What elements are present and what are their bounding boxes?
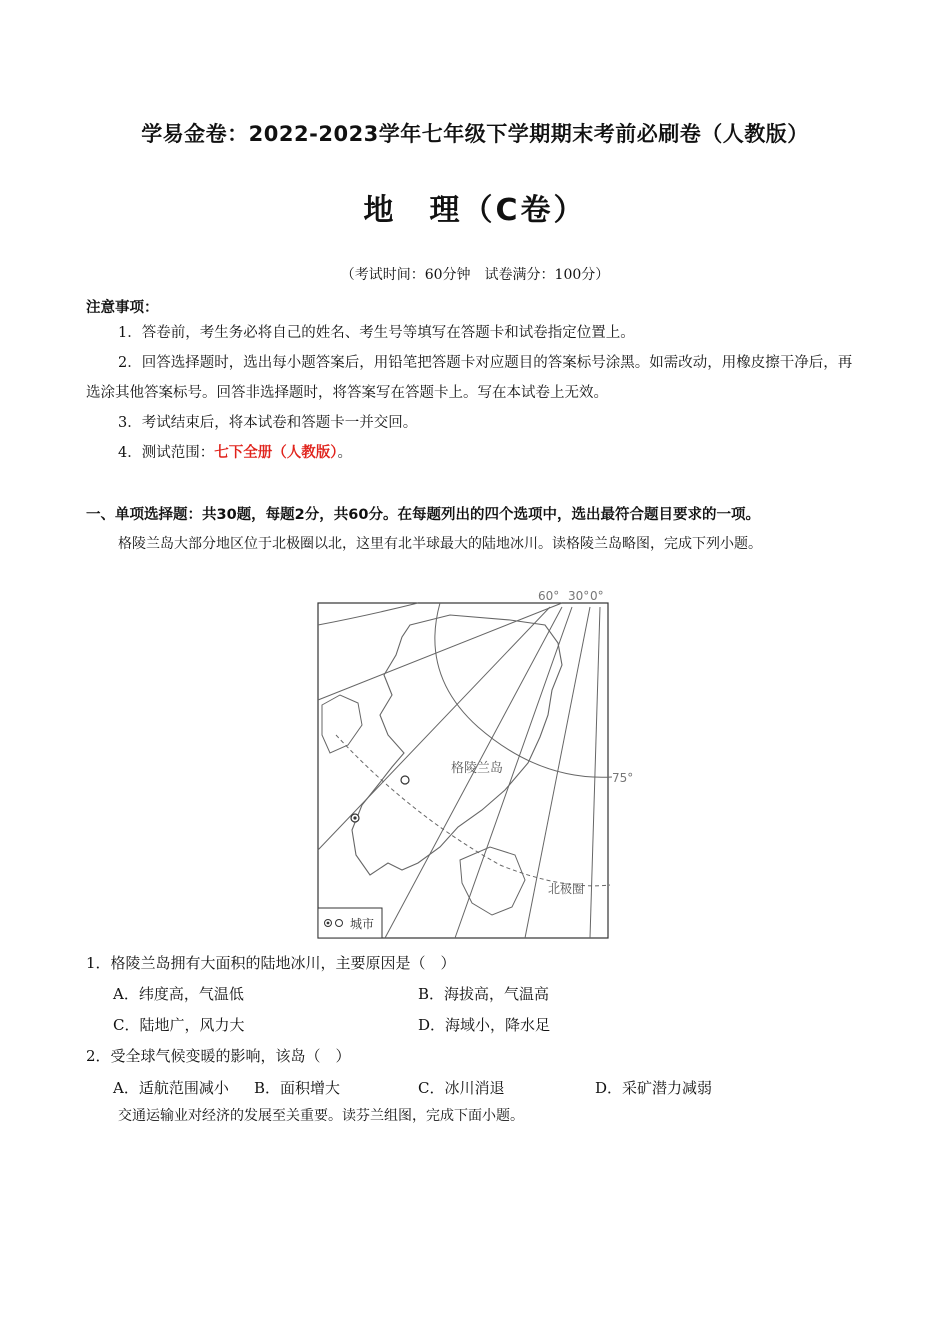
next-intro: 交通运输业对经济的发展至关重要。读芬兰组图，完成下面小题。 <box>118 1108 524 1124</box>
exam-info: （考试时间：60分钟 试卷满分：100分） <box>340 267 610 283</box>
lon-label-0: 0° <box>590 589 604 603</box>
subject-title: 地 理（C卷） <box>363 193 587 228</box>
greenland-label: 格陵兰岛 <box>451 761 504 776</box>
ellesmere-coastline <box>322 695 362 753</box>
lon-label-60: 60° <box>538 589 560 603</box>
q1-option-d: D．海域小，降水足 <box>418 1016 551 1034</box>
paper-title: 学易金卷：2022-2023学年七年级下学期期末考前必刷卷（人教版） <box>141 122 809 146</box>
q1-option-a: A．纬度高，气温低 <box>113 985 244 1003</box>
notes-title: 注意事项： <box>86 300 159 316</box>
greenland-map <box>300 585 640 945</box>
city-marker <box>401 776 409 784</box>
lon-label-30: 30° <box>568 589 590 603</box>
capital-marker-dot <box>353 816 356 819</box>
lat-label-75: 75° <box>612 771 634 785</box>
legend-label: 城市 <box>350 917 375 931</box>
question-1-stem: 1．格陵兰岛拥有大面积的陆地冰川，主要原因是（ ） <box>86 954 456 972</box>
note-item-2: 2．回答选择题时，选出每小题答案后，用铅笔把答题卡对应题目的答案标号涂黑。如需改动，用橡皮擦干净后，再选涂其他答案标号。回答非选择题时，将答案写在答题卡上。写在本试卷上无效。 <box>86 355 853 401</box>
note-item-3: 3．考试结束后，将本试卷和答题卡一并交回。 <box>118 415 418 431</box>
legend-city-icon <box>336 920 343 927</box>
note-item-4 <box>86 438 864 468</box>
section-intro: 格陵兰岛大部分地区位于北极圈以北，这里有北半球最大的陆地冰川。读格陵兰岛略图，完成下列小题。 <box>118 536 762 552</box>
scope-value: 七下全册（人教版） <box>214 445 338 461</box>
iceland-coastline <box>460 847 525 915</box>
note-item-1: 1．答卷前，考生务必将自己的姓名、考生号等填写在答题卡和试卷指定位置上。 <box>118 325 635 341</box>
q2-option-c: C．冰川消退 <box>418 1079 505 1097</box>
arctic-circle-label: 北极圈 <box>548 882 585 896</box>
question-2-stem: 2．受全球气候变暖的影响，该岛（ ） <box>86 1047 351 1065</box>
arctic-circle-line <box>336 735 610 886</box>
scope-prefix: 4．测试范围： <box>118 445 215 461</box>
q1-option-b: B．海拔高，气温高 <box>418 985 550 1003</box>
section-heading: 一、单项选择题：共30题，每题2分，共60分。在每题列出的四个选项中，选出最符合题目要求的一项。 <box>86 507 760 523</box>
scope-suffix: 。 <box>337 445 352 461</box>
q2-option-d: D．采矿潜力减弱 <box>595 1079 713 1097</box>
q2-option-b: B．面积增大 <box>254 1079 341 1097</box>
q2-option-a: A．适航范围减小 <box>113 1079 229 1097</box>
greenland-coastline <box>352 615 562 875</box>
q1-option-c: C．陆地广，风力大 <box>113 1016 245 1034</box>
